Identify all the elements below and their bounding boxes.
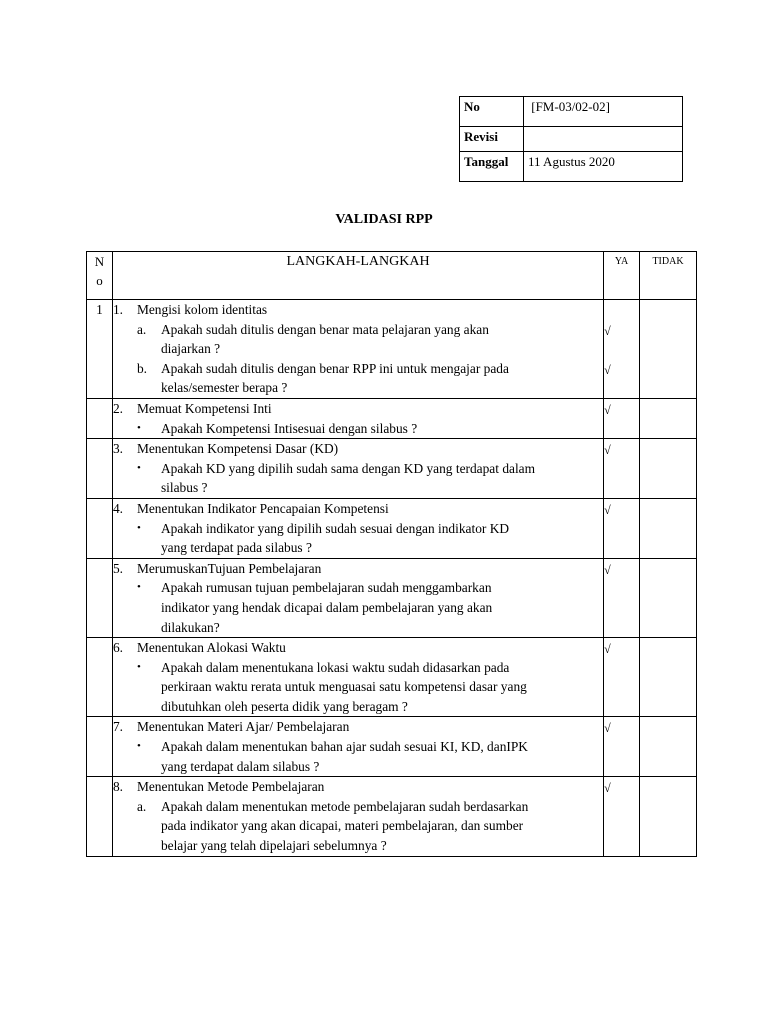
step-number: 6. <box>112 640 123 656</box>
tidak-cell <box>640 717 697 777</box>
question-text: Apakah dalam menentukana lokasi waktu sudah didasarkan pada perkiraan waktu rerata untuk menguasai satu kompetensi dasar yang dibutuhkan oleh peserta didik yang beragam ? <box>160 659 527 714</box>
question-marker: a. <box>136 321 147 337</box>
question-text: Apakah dalam menentukan metode pembelajaran sudah berdasarkan pada indikator yang akan dicapai, materi pembelajaran, dan sumber belajar yang telah dipelajari sebelumnya ? <box>160 798 529 854</box>
step-cell <box>112 300 603 399</box>
step-question <box>113 737 603 776</box>
table-row <box>87 300 697 399</box>
check-mark-icon: √ <box>604 721 611 736</box>
step-title: Menentukan Alokasi Waktu <box>136 640 286 656</box>
step-question <box>113 459 603 498</box>
check-mark-icon: √ <box>604 562 611 577</box>
ya-cell <box>604 439 640 499</box>
check-mark-icon: √ <box>604 781 611 796</box>
tidak-cell <box>640 398 697 438</box>
ya-cell <box>604 638 640 717</box>
step-item <box>113 559 603 579</box>
step-item <box>113 399 603 419</box>
column-header-steps: LANGKAH-LANGKAH <box>112 252 603 300</box>
tidak-cell <box>640 638 697 717</box>
step-question <box>113 578 603 637</box>
check-spacer <box>604 300 639 320</box>
table-row <box>87 717 697 777</box>
question-text: Apakah Kompetensi Intisesuai dengan silabus ? <box>160 420 418 436</box>
step-cell <box>112 498 603 558</box>
step-number: 4. <box>112 500 123 516</box>
ya-cell <box>604 717 640 777</box>
row-number <box>87 558 113 637</box>
ya-cell <box>604 777 640 856</box>
ya-cell <box>604 498 640 558</box>
info-value: 11 Agustus 2020 <box>524 152 683 182</box>
step-item <box>113 300 603 320</box>
check-mark-icon: √ <box>604 502 611 517</box>
tidak-cell <box>640 439 697 499</box>
question-marker: b. <box>136 360 147 376</box>
step-item <box>113 439 603 459</box>
step-title: Mengisi kolom identitas <box>136 302 268 317</box>
check-spacer <box>604 339 639 359</box>
checklist-table <box>86 251 697 857</box>
question-text: Apakah sudah ditulis dengan benar RPP ini untuk mengajar pada kelas/semester berapa ? <box>160 360 509 396</box>
step-cell <box>112 638 603 717</box>
table-row <box>87 439 697 499</box>
document-info-table <box>459 96 683 182</box>
step-question <box>113 320 603 359</box>
info-value: [FM-03/02-02] <box>524 97 683 127</box>
row-number <box>87 777 113 856</box>
step-item <box>113 638 603 658</box>
check-mark-icon: √ <box>604 323 611 338</box>
step-cell <box>112 777 603 856</box>
table-row <box>87 498 697 558</box>
step-item <box>113 499 603 519</box>
bullet-icon: • <box>136 581 141 594</box>
tidak-cell <box>640 300 697 399</box>
bullet-icon: • <box>136 461 141 474</box>
step-number: 2. <box>112 400 123 416</box>
bullet-icon: • <box>136 660 141 673</box>
step-question <box>113 359 603 398</box>
info-key: Revisi <box>460 127 524 152</box>
step-question <box>113 658 603 717</box>
check-mark-icon: √ <box>604 402 611 417</box>
table-header-row <box>87 252 697 300</box>
table-row <box>87 398 697 438</box>
step-title: Memuat Kompetensi Inti <box>136 400 272 416</box>
check-mark-icon: √ <box>604 362 611 377</box>
step-number: 1. <box>112 302 123 317</box>
step-cell <box>112 439 603 499</box>
info-key: No <box>460 97 524 127</box>
column-header-ya: YA <box>604 252 640 300</box>
page-title: VALIDASI RPP <box>335 212 433 227</box>
table-row <box>87 558 697 637</box>
tidak-cell <box>640 558 697 637</box>
question-text: Apakah indikator yang dipilih sudah sesuai dengan indikator KD yang terdapat pada silabus ? <box>160 520 510 556</box>
tidak-cell <box>640 777 697 856</box>
question-text: Apakah KD yang dipilih sudah sama dengan KD yang terdapat dalam silabus ? <box>160 460 536 496</box>
step-question <box>113 519 603 558</box>
bullet-icon: • <box>136 421 141 434</box>
question-text: Apakah sudah ditulis dengan benar mata pelajaran yang akan diajarkan ? <box>160 321 489 357</box>
column-header-tidak: TIDAK <box>640 252 697 300</box>
step-title: Menentukan Materi Ajar/ Pembelajaran <box>136 719 350 735</box>
ya-cell <box>604 398 640 438</box>
ya-cell <box>604 300 640 399</box>
step-cell <box>112 717 603 777</box>
step-number: 8. <box>112 779 123 795</box>
bullet-icon: • <box>136 740 141 753</box>
step-title: Menentukan Indikator Pencapaian Kompetensi <box>136 500 389 516</box>
step-item <box>113 777 603 797</box>
info-key: Tanggal <box>460 152 524 182</box>
bullet-icon: • <box>136 521 141 534</box>
row-number <box>87 498 113 558</box>
row-number <box>87 638 113 717</box>
info-value <box>524 127 683 152</box>
column-header-no: N o <box>87 252 113 300</box>
step-cell <box>112 558 603 637</box>
step-title: Menentukan Metode Pembelajaran <box>136 779 325 795</box>
question-text: Apakah dalam menentukan bahan ajar sudah sesuai KI, KD, danIPK yang terdapat dalam silabus ? <box>160 739 528 774</box>
step-cell <box>112 398 603 438</box>
step-title: Menentukan Kompetensi Dasar (KD) <box>136 441 339 457</box>
table-row <box>87 777 697 856</box>
question-text: Apakah rumusan tujuan pembelajaran sudah menggambarkan indikator yang hendak dicapai dalam pembelajaran yang akan dilakukan? <box>160 580 493 635</box>
check-mark-icon: √ <box>604 443 611 458</box>
step-title: MerumuskanTujuan Pembelajaran <box>136 560 322 576</box>
step-question <box>113 797 603 856</box>
row-number: 1 <box>87 300 113 399</box>
table-row <box>87 638 697 717</box>
step-item <box>113 717 603 737</box>
step-number: 3. <box>112 441 123 457</box>
step-question <box>113 419 603 439</box>
step-number: 5. <box>112 560 123 576</box>
question-marker: a. <box>136 798 147 814</box>
ya-cell <box>604 558 640 637</box>
tidak-cell <box>640 498 697 558</box>
check-mark-icon: √ <box>604 642 611 657</box>
row-number <box>87 398 113 438</box>
row-number <box>87 439 113 499</box>
step-number: 7. <box>112 719 123 735</box>
row-number <box>87 717 113 777</box>
